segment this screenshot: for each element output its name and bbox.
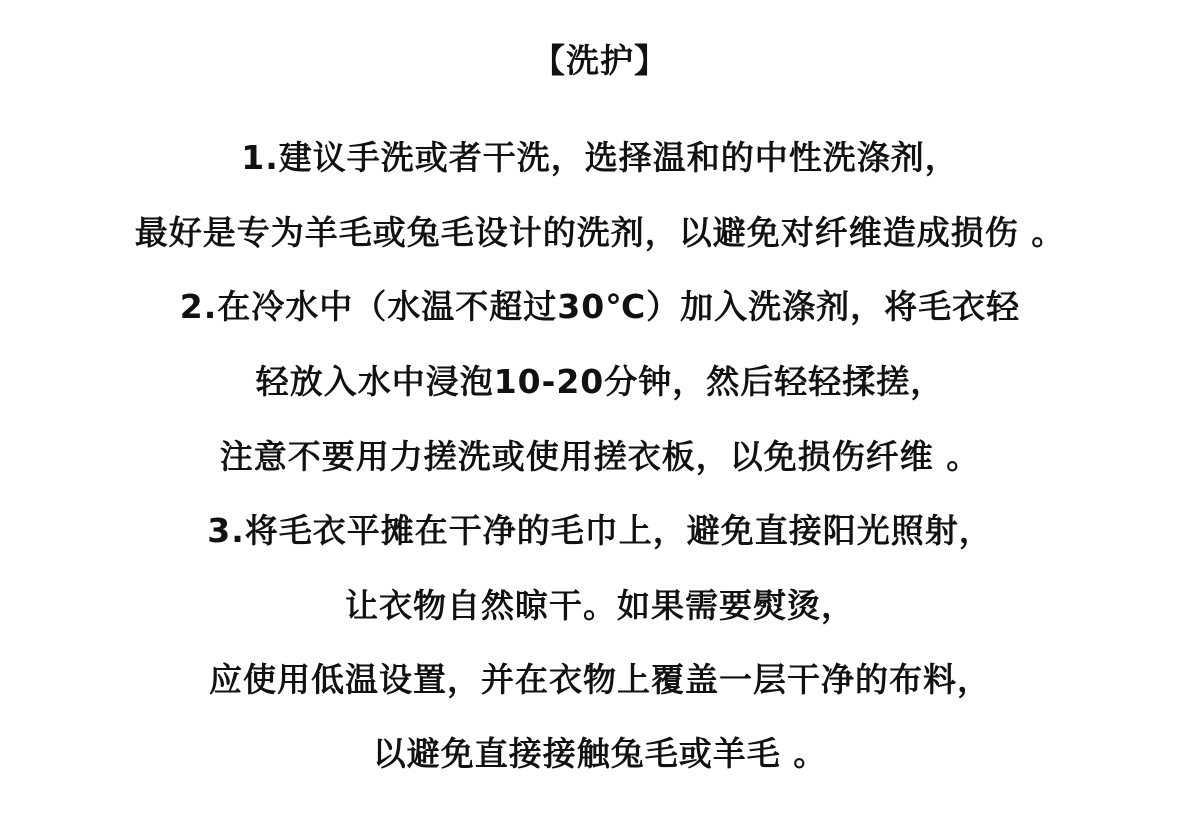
section-title: 【洗护】 [532, 41, 668, 80]
instruction-line-6: 3.将毛衣平摊在干净的毛巾上，避免直接阳光照射， [207, 511, 993, 550]
instruction-line-9: 以避免直接接触兔毛或羊毛 。 [372, 734, 828, 773]
instruction-line-2: 最好是专为羊毛或兔毛设计的洗剂，以避免对纤维造成损伤 。 [134, 213, 1066, 252]
instruction-line-5: 注意不要用力搓洗或使用搓衣板，以免损伤纤维 。 [219, 437, 981, 476]
instruction-line-1: 1.建议手洗或者干洗，选择温和的中性洗涤剂， [241, 138, 959, 177]
instruction-line-3: 2.在冷水中（水温不超过30℃）加入洗涤剂，将毛衣轻 [179, 287, 1021, 326]
instruction-line-4: 轻放入水中浸泡10-20分钟，然后轻轻揉搓， [255, 362, 945, 401]
instruction-line-8: 应使用低温设置，并在衣物上覆盖一层干净的布料， [209, 660, 991, 699]
instruction-line-7: 让衣物自然晾干。如果需要熨烫， [345, 586, 855, 625]
